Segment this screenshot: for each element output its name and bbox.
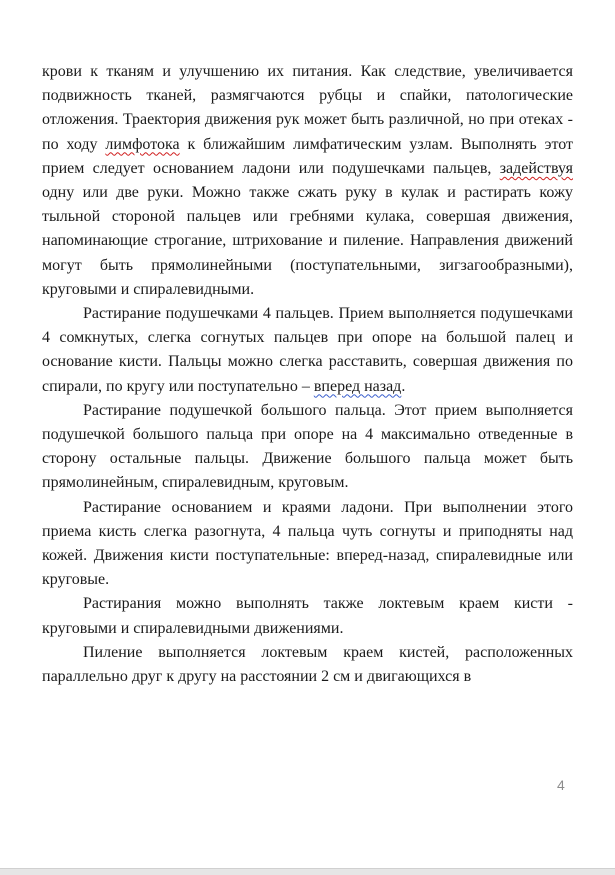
text-run: одну или две руки. Можно также сжать руку в кулак и растирать кожу тыльной стороной пальцев или гребнями кулака, совершая движения, напоминающие строгание, штрихование и пиление. Направления движений могут быть прямолинейными (поступательными, зигзагообразными), круговыми и спиралевидными.: [42, 184, 573, 298]
spelling-flagged-word[interactable]: задействуя: [499, 159, 573, 177]
grammar-flagged-phrase[interactable]: вперед назад: [313, 377, 402, 395]
document-body[interactable]: [42, 60, 573, 689]
paragraph-rubbing-four-fingers: [42, 302, 573, 399]
text-run: Растирания можно выполнять также локтевым краем кисти - круговыми и спиралевидными движениями.: [42, 595, 573, 637]
text-run: крови к тканям и улучшению их питания. Как следствие, увеличивается подвижность тканей, размягчаются рубцы и спайки, патологические отложения. Траектория движения рук может быть различной, но при отеках - по ходу: [42, 63, 573, 153]
spelling-flagged-word[interactable]: лимфотока: [105, 135, 180, 153]
text-run: Растирание подушечкой большого пальца. Этот прием выполняется подушечкой большого пальца при опоре на 4 максимально отведенные в сторону остальные пальцы. Движение большого пальца может быть прямолинейным, спиралевидным, круговым.: [42, 401, 573, 492]
paragraph-continuation: [42, 60, 573, 302]
paragraph-sawing: [42, 641, 573, 689]
text-run: Растирание основанием и краями ладони. При выполнении этого приема кисть слегка разогнута, 4 пальца чуть согнуты и приподняты над кожей. Движения кисти поступательные: вперед-назад, спиралевидные или круговые.: [42, 498, 573, 589]
page-bottom-edge: [0, 868, 615, 875]
paragraph-rubbing-palm-base: [42, 496, 573, 593]
text-run: .: [401, 377, 406, 395]
page-number: 4: [557, 777, 565, 793]
text-run: к ближайшим лимфатическим узлам. Выполнять этот прием следует основанием ладони или подушечками пальцев,: [42, 135, 573, 177]
text-run: Растирание подушечками 4 пальцев. Прием выполняется подушечками 4 сомкнутых, слегка согнутых пальцев при опоре на большой палец и основание кисти. Пальцы можно слегка расставить, совершая движения по спирали, по кругу или поступательно –: [42, 305, 573, 395]
text-run: Пиление выполняется локтевым краем кистей, расположенных параллельно друг к другу на расстоянии 2 см и двигающихся в: [42, 643, 573, 686]
paragraph-rubbing-thumb: [42, 399, 573, 496]
paragraph-rubbing-ulnar-edge: [42, 592, 573, 640]
